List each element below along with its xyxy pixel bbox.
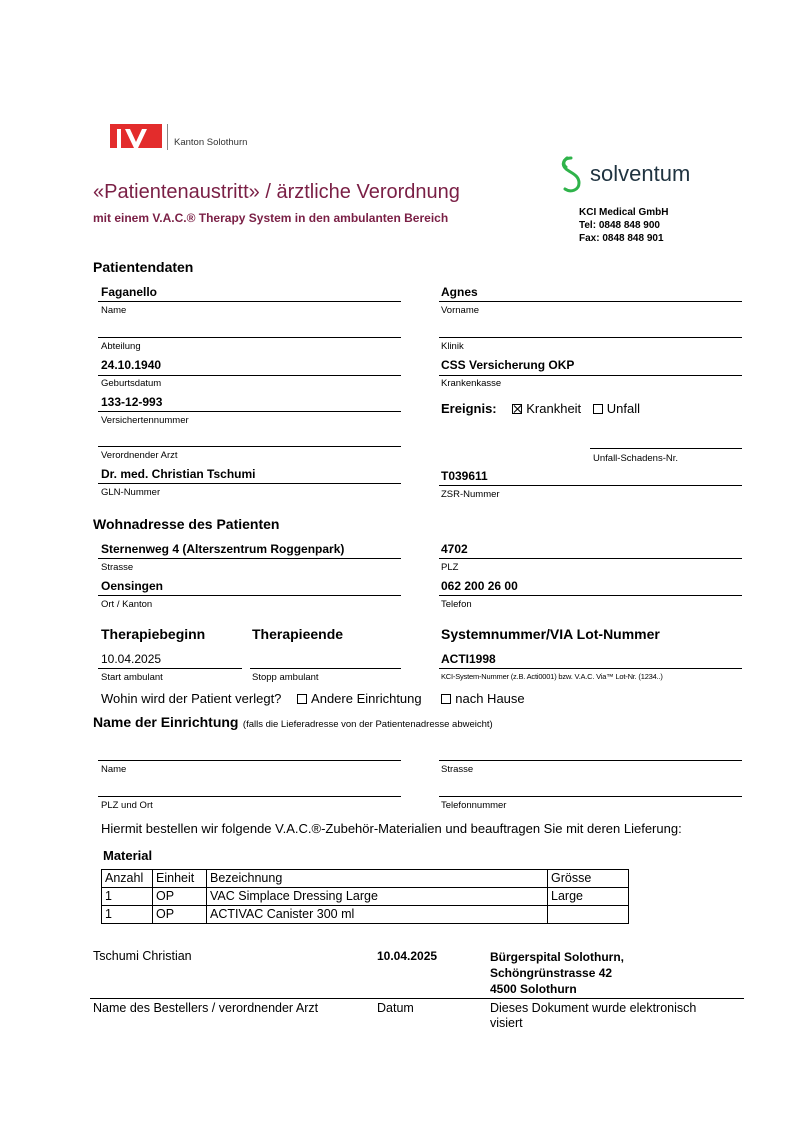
patient-name-line — [98, 301, 401, 302]
table-row — [102, 906, 629, 924]
canton-name: Kanton Solothurn — [174, 137, 248, 148]
doctor-label: Verordnender Arzt — [101, 450, 178, 461]
event-group — [441, 401, 640, 416]
birthdate-value[interactable]: 24.10.1940 — [101, 358, 162, 372]
patient-firstname-label: Vorname — [441, 305, 480, 316]
doctor-top-line — [98, 446, 401, 447]
phone-line — [439, 595, 742, 596]
facility-note: (falls die Lieferadresse von der Patientenadresse abweicht) — [242, 719, 493, 730]
therapy-end-line — [250, 668, 401, 669]
event-accident-checkbox[interactable] — [593, 404, 603, 414]
date-label: Datum — [377, 1001, 414, 1015]
street-value[interactable]: Sternenweg 4 (Alterszentrum Roggenpark) — [101, 542, 345, 556]
col-anzahl: Anzahl — [102, 870, 153, 888]
supplier-tel: Tel: 0848 848 900 — [579, 220, 660, 231]
table-header-row — [102, 870, 629, 888]
material-title: Material — [103, 848, 153, 863]
supplier-info — [579, 206, 668, 245]
transfer-home-checkbox[interactable] — [441, 694, 451, 704]
birthdate-label: Geburtsdatum — [101, 378, 162, 389]
facility-plz-label: PLZ und Ort — [101, 800, 153, 811]
cell-bezeichnung: VAC Simplace Dressing Large — [207, 888, 548, 906]
signature-line — [90, 998, 744, 999]
city-label: Ort / Kanton — [101, 599, 153, 610]
solventum-logo-icon — [557, 155, 587, 195]
system-number-line — [439, 668, 742, 669]
canton-logo-icon — [110, 124, 166, 148]
therapy-start-line — [98, 668, 242, 669]
material-table — [101, 869, 629, 924]
visa-line1: Dieses Dokument wurde elektronisch — [490, 1001, 697, 1015]
cell-einheit: OP — [153, 906, 207, 924]
therapy-end-title: Therapieende — [252, 626, 344, 642]
page-subtitle: mit einem V.A.C.® Therapy System in den ambulanten Bereich — [93, 211, 449, 225]
patient-name-label: Name — [101, 305, 127, 316]
col-groesse: Grösse — [548, 870, 629, 888]
zsr-line — [439, 485, 742, 486]
therapy-end-label: Stopp ambulant — [252, 672, 319, 683]
street-line — [98, 558, 401, 559]
zsr-value[interactable]: T039611 — [441, 469, 488, 483]
plz-value[interactable]: 4702 — [441, 542, 468, 556]
therapy-start-value[interactable]: 10.04.2025 — [101, 652, 162, 666]
event-illness-label: Krankheit — [526, 401, 582, 416]
date-value: 10.04.2025 — [377, 949, 438, 963]
gln-label: GLN-Nummer — [101, 487, 161, 498]
transfer-other-checkbox[interactable] — [297, 694, 307, 704]
insured-number-value[interactable]: 133-12-993 — [101, 395, 163, 409]
hospital-address — [490, 949, 624, 997]
birthdate-line — [98, 375, 401, 376]
canton-logo — [110, 124, 252, 150]
system-number-value[interactable]: ACTI1998 — [441, 652, 496, 666]
cell-bezeichnung: ACTIVAC Canister 300 ml — [207, 906, 548, 924]
visa-note — [490, 1001, 696, 1031]
insured-number-line — [98, 411, 401, 412]
col-einheit: Einheit — [153, 870, 207, 888]
accident-number-line[interactable] — [590, 448, 742, 449]
transfer-home-label: nach Hause — [455, 691, 525, 706]
page-title: «Patientenaustritt» / ärztliche Verordnung — [93, 181, 460, 203]
orderer-label: Name des Bestellers / verordnender Arzt — [93, 1001, 319, 1015]
therapy-start-label: Start ambulant — [101, 672, 163, 683]
transfer-other-label: Andere Einrichtung — [311, 691, 422, 706]
cell-anzahl: 1 — [102, 888, 153, 906]
transfer-group — [101, 691, 525, 706]
col-bezeichnung: Bezeichnung — [207, 870, 548, 888]
patient-name-value[interactable]: Faganello — [101, 285, 158, 299]
phone-label: Telefon — [441, 599, 472, 610]
facility-street-label: Strasse — [441, 764, 474, 775]
facility-street-line[interactable] — [439, 760, 742, 761]
section-facility — [93, 714, 493, 732]
system-number-label: KCI-System-Nummer (z.B. Acti0001) bzw. V.A.C. Via™ Lot-Nr. (1234..) — [441, 672, 663, 681]
insurance-label: Krankenkasse — [441, 378, 502, 389]
transfer-question: Wohin wird der Patient verlegt? — [101, 691, 282, 706]
phone-value[interactable]: 062 200 26 00 — [441, 579, 518, 593]
visa-line2: visiert — [490, 1016, 523, 1030]
therapy-start-title: Therapiebeginn — [101, 626, 206, 642]
solventum-logo — [557, 155, 717, 195]
city-value[interactable]: Oensingen — [101, 579, 164, 593]
plz-line — [439, 558, 742, 559]
doctor-value[interactable]: Dr. med. Christian Tschumi — [101, 467, 256, 481]
facility-phone-line[interactable] — [439, 796, 742, 797]
section-patient: Patientendaten — [93, 259, 194, 275]
facility-plz-line[interactable] — [98, 796, 401, 797]
event-label: Ereignis: — [441, 401, 497, 416]
department-line — [98, 337, 401, 338]
brand-name: solventum — [590, 161, 691, 186]
event-illness-checkbox[interactable] — [512, 404, 522, 414]
department-label: Abteilung — [101, 341, 141, 352]
cell-anzahl: 1 — [102, 906, 153, 924]
gln-line — [98, 483, 401, 484]
plz-label: PLZ — [441, 562, 459, 573]
accident-number-label: Unfall-Schadens-Nr. — [593, 453, 679, 464]
clinic-label: Klinik — [441, 341, 464, 352]
facility-name-line[interactable] — [98, 760, 401, 761]
hospital-line3: 4500 Solothurn — [490, 982, 577, 996]
cell-groesse: Large — [548, 888, 629, 906]
patient-firstname-line — [439, 301, 742, 302]
insured-number-label: Versichertennummer — [101, 415, 189, 426]
hospital-line2: Schöngrünstrasse 42 — [490, 966, 613, 980]
zsr-label: ZSR-Nummer — [441, 489, 500, 500]
cell-einheit: OP — [153, 888, 207, 906]
system-number-title: Systemnummer/VIA Lot-Nummer — [441, 626, 660, 642]
clinic-line — [439, 337, 742, 338]
patient-firstname-value[interactable]: Agnes — [441, 285, 478, 299]
event-accident-label: Unfall — [606, 401, 641, 416]
facility-title: Name der Einrichtung — [93, 714, 239, 730]
facility-name-label: Name — [101, 764, 127, 775]
street-label: Strasse — [101, 562, 134, 573]
facility-phone-label: Telefonnummer — [441, 800, 507, 811]
order-intro: Hiermit bestellen wir folgende V.A.C.®-Zubehör-Materialien und beauftragen Sie mit deren Lieferung: — [101, 821, 682, 836]
cell-groesse — [548, 906, 629, 924]
city-line — [98, 595, 401, 596]
insurance-value[interactable]: CSS Versicherung OKP — [441, 358, 575, 372]
section-address: Wohnadresse des Patienten — [93, 516, 280, 532]
supplier-name: KCI Medical GmbH — [579, 207, 669, 218]
insurance-line — [439, 375, 742, 376]
hospital-line1: Bürgerspital Solothurn, — [490, 950, 625, 964]
supplier-fax: Fax: 0848 848 901 — [579, 233, 664, 244]
table-row — [102, 888, 629, 906]
orderer-value: Tschumi Christian — [93, 949, 192, 963]
